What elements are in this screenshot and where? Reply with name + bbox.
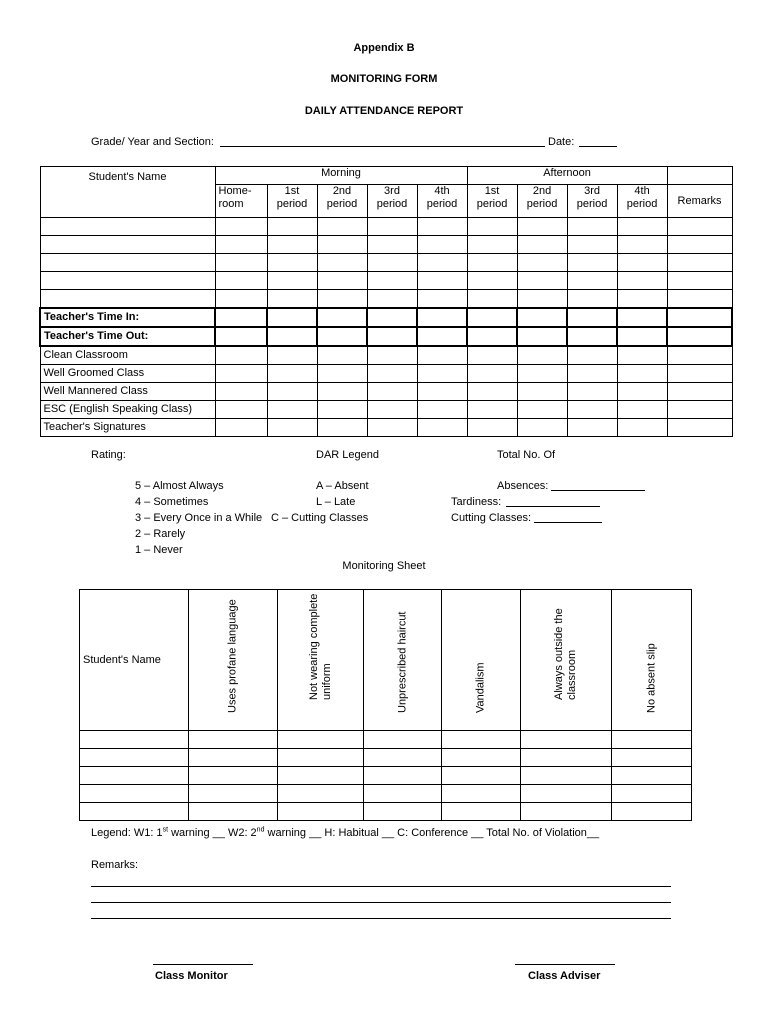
student-name-header: Student's Name bbox=[40, 167, 215, 218]
date-line[interactable] bbox=[579, 146, 617, 147]
tardiness-label: Tardiness: bbox=[451, 496, 502, 508]
absences-line[interactable] bbox=[551, 490, 645, 491]
afternoon-header: Afternoon bbox=[467, 167, 667, 185]
monitoring-row[interactable] bbox=[80, 749, 692, 767]
criteria-row[interactable] bbox=[40, 401, 732, 419]
morning-header: Morning bbox=[215, 167, 467, 185]
rating-3: 3 – Every Once in a While bbox=[135, 512, 263, 524]
rating-4: 4 – Sometimes bbox=[135, 496, 209, 508]
period-pm-2: 2nd period bbox=[517, 185, 567, 218]
attendance-table bbox=[39, 166, 733, 437]
teacher-time-in-label: Teacher's Time In: bbox=[40, 308, 215, 327]
remarks-line-2[interactable] bbox=[91, 902, 671, 903]
monitoring-row[interactable] bbox=[80, 767, 692, 785]
form-title: MONITORING FORM bbox=[330, 73, 438, 85]
col-outside-classroom: Always outside the classroom bbox=[553, 608, 578, 700]
date-label: Date: bbox=[548, 136, 575, 148]
monitoring-student-name-header: Student's Name bbox=[80, 590, 189, 731]
absences-label: Absences: bbox=[497, 480, 549, 492]
teacher-time-out-label: Teacher's Time Out: bbox=[40, 327, 215, 346]
violation-legend: Legend: W1: 1st warning __ W2: 2nd warning __ H: Habitual __ C: Conference __ Total No. of Violation__ bbox=[91, 826, 600, 839]
period-pm-4: 4th period bbox=[617, 185, 667, 218]
class-monitor-label: Class Monitor bbox=[155, 970, 228, 982]
blank-header bbox=[667, 167, 732, 185]
period-homeroom: Home-room bbox=[215, 185, 267, 218]
student-row[interactable] bbox=[40, 218, 732, 236]
criteria-label: ESC (English Speaking Class) bbox=[40, 401, 215, 419]
remarks-label: Remarks: bbox=[91, 859, 139, 871]
class-monitor-signature-line[interactable] bbox=[153, 964, 253, 965]
period-pm-3: 3rd period bbox=[567, 185, 617, 218]
student-row[interactable] bbox=[40, 272, 732, 290]
period-am-1: 1st period bbox=[267, 185, 317, 218]
col-unprescribed-haircut: Unprescribed haircut bbox=[396, 611, 408, 713]
teacher-time-out-row[interactable] bbox=[40, 327, 732, 346]
code-absent: A – Absent bbox=[316, 480, 369, 492]
cutting-classes-label: Cutting Classes: bbox=[451, 512, 532, 524]
col-incomplete-uniform: Not wearing complete uniform bbox=[307, 593, 333, 700]
student-row[interactable] bbox=[40, 236, 732, 254]
criteria-row[interactable] bbox=[40, 383, 732, 401]
criteria-row[interactable] bbox=[40, 365, 732, 383]
remarks-header: Remarks bbox=[667, 185, 732, 218]
class-adviser-label: Class Adviser bbox=[528, 970, 601, 982]
dar-legend-label: DAR Legend bbox=[316, 449, 379, 461]
class-adviser-signature-line[interactable] bbox=[515, 964, 615, 965]
student-row[interactable] bbox=[40, 254, 732, 272]
rating-label: Rating: bbox=[91, 449, 126, 461]
monitoring-row[interactable] bbox=[80, 731, 692, 749]
monitoring-row[interactable] bbox=[80, 785, 692, 803]
criteria-label: Well Mannered Class bbox=[40, 383, 215, 401]
rating-5: 5 – Almost Always bbox=[135, 480, 224, 492]
grade-section-label: Grade/ Year and Section: bbox=[91, 136, 214, 148]
criteria-label: Well Groomed Class bbox=[40, 365, 215, 383]
tardiness-line[interactable] bbox=[506, 506, 600, 507]
total-label: Total No. Of bbox=[497, 449, 556, 461]
monitoring-row[interactable] bbox=[80, 803, 692, 821]
period-am-3: 3rd period bbox=[367, 185, 417, 218]
criteria-row[interactable] bbox=[40, 419, 732, 437]
code-cutting: C – Cutting Classes bbox=[271, 512, 369, 524]
monitoring-sheet-title: Monitoring Sheet bbox=[342, 560, 426, 572]
criteria-row[interactable] bbox=[40, 346, 732, 365]
cutting-classes-line[interactable] bbox=[534, 522, 602, 523]
col-no-absent-slip: No absent slip bbox=[645, 643, 657, 713]
remarks-line-3[interactable] bbox=[91, 918, 671, 919]
monitoring-table bbox=[79, 589, 692, 821]
criteria-label: Teacher's Signatures bbox=[40, 419, 215, 437]
grade-section-line[interactable] bbox=[220, 146, 545, 147]
period-am-4: 4th period bbox=[417, 185, 467, 218]
code-late: L – Late bbox=[316, 496, 356, 508]
col-vandalism: Vandalism bbox=[474, 662, 487, 713]
period-am-2: 2nd period bbox=[317, 185, 367, 218]
rating-2: 2 – Rarely bbox=[135, 528, 186, 540]
remarks-line-1[interactable] bbox=[91, 886, 671, 887]
col-profane-language: Uses profane language bbox=[226, 599, 239, 713]
student-row[interactable] bbox=[40, 290, 732, 309]
appendix-label: Appendix B bbox=[353, 42, 415, 54]
report-title: DAILY ATTENDANCE REPORT bbox=[304, 105, 464, 117]
period-pm-1: 1st period bbox=[467, 185, 517, 218]
criteria-label: Clean Classroom bbox=[40, 346, 215, 365]
teacher-time-in-row[interactable] bbox=[40, 308, 732, 327]
rating-1: 1 – Never bbox=[135, 544, 183, 556]
